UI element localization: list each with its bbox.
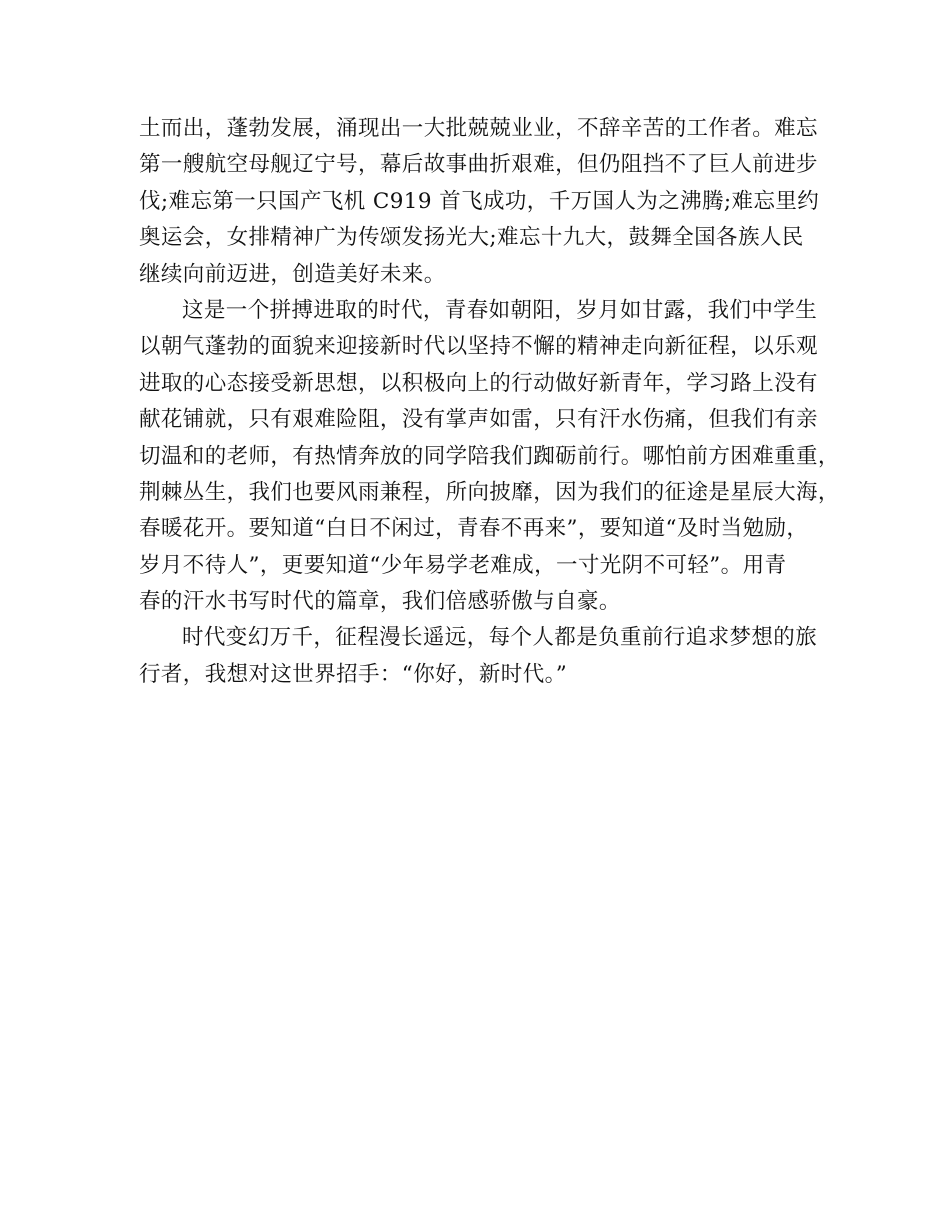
text-line: 时代变幻万千，征程漫长遥远，每个人都是负重前行追求梦想的旅: [182, 625, 818, 651]
text-line: 第一艘航空母舰辽宁号，幕后故事曲折艰难，但仍阻挡不了巨人前进步: [139, 152, 818, 178]
text-line: 荆棘丛生，我们也要风雨兼程，所向披靡，因为我们的征途是星辰大海，: [139, 479, 840, 505]
paragraph-1: [139, 111, 829, 293]
document-body: [139, 111, 840, 693]
text-line: 岁月不待人”，更要知道“少年易学老难成，一寸光阴不可轻”。用青: [139, 552, 787, 578]
text-line: 奥运会，女排精神广为传颂发扬光大;难忘十九大，鼓舞全国各族人民: [139, 225, 804, 251]
text-line: 以朝气蓬勃的面貌来迎接新时代以坚持不懈的精神走向新征程，以乐观: [139, 334, 818, 360]
text-line: 献花铺就，只有艰难险阻，没有掌声如雷，只有汗水伤痛，但我们有亲: [139, 407, 818, 433]
text-line: 伐;难忘第一只国产飞机 C919 首飞成功，千万国人为之沸腾;难忘里约: [139, 188, 820, 214]
text-line: 土而出，蓬勃发展，涌现出一大批兢兢业业，不辞辛苦的工作者。难忘: [139, 116, 818, 141]
text-line: 继续向前迈进，创造美好未来。: [139, 261, 446, 287]
text-line: 进取的心态接受新思想，以积极向上的行动做好新青年，学习路上没有: [139, 370, 818, 396]
text-line: 这是一个拼搏进取的时代，青春如朝阳，岁月如甘露，我们中学生: [182, 297, 818, 323]
text-line: 春的汗水书写时代的篇章，我们倍感骄傲与自豪。: [139, 589, 621, 615]
text-line: 行者，我想对这世界招手：“你好，新时代。”: [139, 661, 568, 687]
text-line: 切温和的老师，有热情奔放的同学陪我们踟砺前行。哪怕前方困难重重，: [139, 443, 840, 469]
paragraph-3: [139, 620, 829, 693]
text-line: 春暖花开。要知道“白日不闲过，青春不再来”，要知道“及时当勉励，: [139, 516, 809, 542]
paragraph-2: [139, 293, 840, 621]
